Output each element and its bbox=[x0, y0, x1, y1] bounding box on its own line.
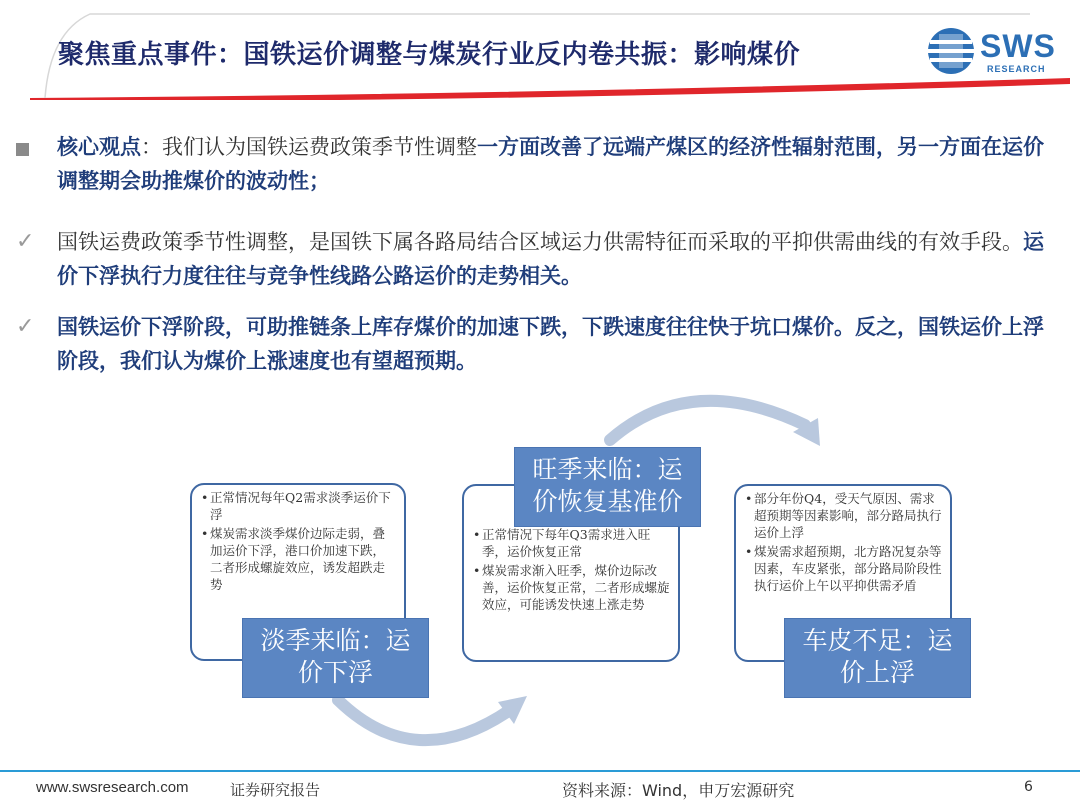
square-bullet-icon bbox=[16, 143, 29, 156]
label-off-season: 淡季来临：运价下浮 bbox=[242, 618, 429, 698]
sws-logo bbox=[926, 24, 1066, 80]
sws-globe-icon bbox=[926, 26, 976, 76]
bullet-text bbox=[57, 225, 1047, 293]
data-source: 资料来源：Wind，申万宏源研究 bbox=[562, 781, 795, 800]
slide-header bbox=[0, 0, 1080, 100]
website-link[interactable]: www.swsresearch.com bbox=[36, 779, 189, 796]
label-car-shortage: 车皮不足：运价上浮 bbox=[784, 618, 971, 698]
card-point: • 正常情况下每年Q3需求进入旺季，运价恢复正常 bbox=[482, 526, 670, 560]
card-point: • 煤炭需求超预期，北方路况复杂等因素，车皮紧张，部分路局阶段性执行运价上午以平抑供需矛盾 bbox=[754, 543, 942, 594]
logo-subtext: RESEARCH bbox=[987, 64, 1046, 74]
arrow-bottom-curve bbox=[338, 700, 510, 740]
card-point: • 正常情况每年Q2需求淡季运价下浮 bbox=[210, 489, 396, 523]
cycle-diagram bbox=[0, 380, 1080, 770]
report-type: 证券研究报告 bbox=[230, 781, 321, 799]
card-point: • 煤炭需求渐入旺季，煤价边际改善，运价恢复正常，二者形成螺旋效应，可能诱发快速上涨走势 bbox=[482, 562, 670, 613]
bullet-normal-text: 国铁运费政策季节性调整，是国铁下属各路局结合区域运力供需特征而采取的平抑供需曲线的有效手段。 bbox=[57, 230, 1023, 254]
bullet-normal-text: 我们认为国铁运费政策季节性调整 bbox=[162, 135, 477, 159]
arrow-top-curve bbox=[610, 401, 805, 440]
page-title: 聚焦重点事件：国铁运价调整与煤炭行业反内卷共振：影响煤价 bbox=[58, 40, 801, 70]
bullet-text: 国铁运价下浮阶段，可助推链条上库存煤价的加速下跌，下跌速度往往快于坑口煤价。反之，国铁运价上浮阶段，我们认为煤价上涨速度也有望超预期。 bbox=[57, 315, 1044, 373]
check-icon: ✓ bbox=[16, 229, 35, 254]
bullet-text: 核心观点：我们认为国铁运费政策季节性调整一方面改善了远端产煤区的经济性辐射范围，另一方面在运价调整期会助推煤价的波动性； bbox=[57, 135, 1044, 193]
page-number: 6 bbox=[1024, 779, 1033, 795]
bullet-bold-text: 一方面改善了远端产煤区的经济性辐射范围，另一方面在运价调整期会助推煤价的波动性； bbox=[57, 135, 1044, 193]
footer-divider bbox=[0, 770, 1080, 772]
label-peak-season: 旺季来临：运价恢复基准价 bbox=[514, 447, 701, 527]
check-icon: ✓ bbox=[16, 314, 35, 339]
bullet-bold-text: 运价下浮执行力度往往与竞争性线路公路运价的走势相关。 bbox=[57, 230, 1044, 288]
logo-text: SWS bbox=[980, 28, 1056, 64]
bullet-lead: 核心观点 bbox=[57, 135, 141, 159]
slide-footer bbox=[0, 770, 1080, 810]
card-point: • 部分年份Q4，受天气原因、需求超预期等因素影响，部分路局执行运价上浮 bbox=[754, 490, 942, 541]
card-point: • 煤炭需求淡季煤价边际走弱，叠加运价下浮，港口价加速下跌，二者形成螺旋效应，诱发超跌走势 bbox=[210, 525, 396, 593]
